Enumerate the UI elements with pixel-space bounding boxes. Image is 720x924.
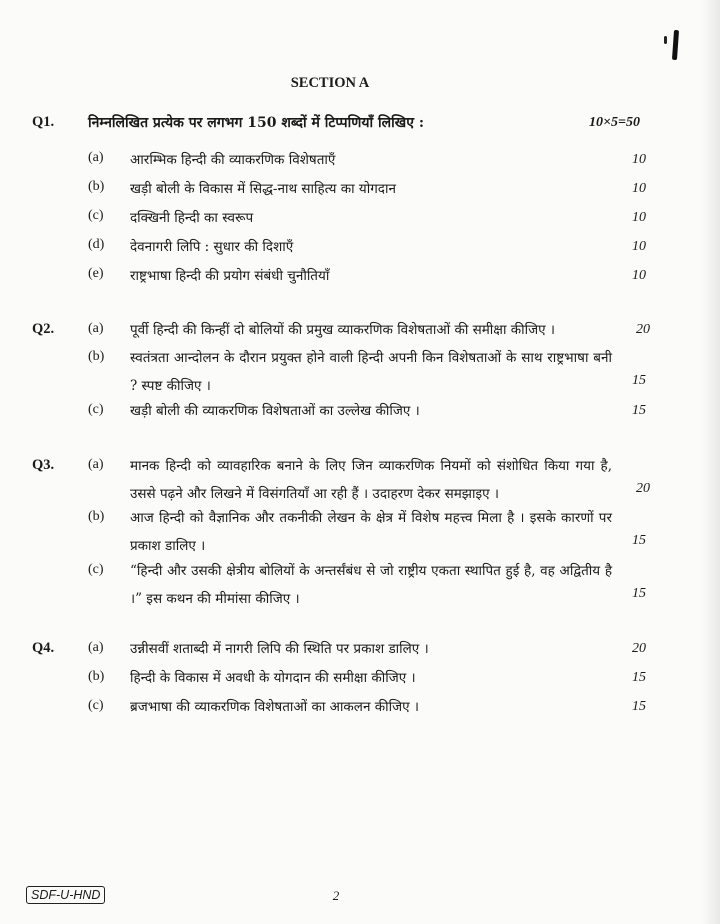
paper-code: SDF-U-HND [26,886,105,904]
part-marks: 10 [632,152,646,167]
part-marks: 15 [632,533,646,548]
part-marks: 20 [632,641,646,656]
part-text: खड़ी बोली के विकास में सिद्ध-नाथ साहित्य का योगदान [130,181,396,197]
scan-shadow-edge [702,0,720,924]
page-number: 2 [332,888,340,903]
part-label: (b) [88,509,105,524]
part-label: (e) [88,266,104,281]
part-marks: 15 [632,403,646,418]
part-label: (a) [88,150,104,165]
part-text: “हिन्दी और उसकी क्षेत्रीय बोलियों के अन्तर्संबंध से जो राष्ट्रीय एकता स्थापित हुई है, वह अद्वितीय है ।” इस कथन की मीमांसा कीजिए । [130,563,612,607]
part-text: मानक हिन्दी को व्यावहारिक बनाने के लिए जिन व्याकरणिक नियमों को संशोधित किया गया है, उससे पढ़ने और लिखने में विसंगतियाँ आ रही हैं । उदाहरण देकर समझाइए । [130,458,612,502]
ink-mark-dot [664,36,667,44]
part-label: (c) [88,562,104,577]
part-marks: 20 [636,481,650,496]
part-marks: 10 [632,210,646,225]
part-text: पूर्वी हिन्दी की किन्हीं दो बोलियों की प्रमुख व्याकरणिक विशेषताओं की समीक्षा कीजिए । [130,322,556,338]
question-number: Q1. [32,114,55,130]
part-text: हिन्दी के विकास में अवधी के योगदान की समीक्षा कीजिए । [130,670,416,686]
question-number: Q3. [32,457,55,473]
part-marks: 15 [632,670,646,685]
part-label: (c) [88,698,104,713]
part-marks: 15 [632,699,646,714]
part-label: (a) [88,640,104,655]
part-marks: 10 [632,268,646,283]
part-text: ब्रजभाषा की व्याकरणिक विशेषताओं का आकलन कीजिए । [130,699,419,715]
part-label: (b) [88,179,105,194]
part-text: खड़ी बोली की व्याकरणिक विशेषताओं का उल्लेख कीजिए । [130,403,420,419]
part-label: (a) [88,457,104,472]
section-title: SECTION A [290,75,370,91]
part-marks: 20 [636,322,650,337]
part-label: (c) [88,208,104,223]
part-marks: 15 [632,373,646,388]
question-number: Q4. [32,640,55,656]
part-label: (a) [88,321,104,336]
part-text: आरम्भिक हिन्दी की व्याकरणिक विशेषताएँ [130,152,336,168]
part-text: राष्ट्रभाषा हिन्दी की प्रयोग संबंधी चुनौतियाँ [130,268,330,284]
part-text: उन्नीसवीं शताब्दी में नागरी लिपि की स्थिति पर प्रकाश डालिए । [130,641,429,657]
part-label: (b) [88,349,105,364]
part-text: दक्खिनी हिन्दी का स्वरूप [130,210,254,226]
part-text: आज हिन्दी को वैज्ञानिक और तकनीकी लेखन के क्षेत्र में विशेष महत्त्व मिला है । इसके कारणों पर प्रकाश डालिए । [130,510,612,554]
ink-mark [672,30,679,60]
part-marks: 10 [632,239,646,254]
part-marks: 10 [632,181,646,196]
part-text: स्वतंत्रता आन्दोलन के दौरान प्रयुक्त होने वाली हिन्दी अपनी किन विशेषताओं के साथ राष्ट्रभाषा बनी ? स्पष्ट कीजिए । [130,350,612,394]
part-label: (c) [88,402,104,417]
question-total-marks: 10×5=50 [589,115,640,130]
question-number: Q2. [32,321,55,337]
part-label: (b) [88,669,105,684]
part-text: देवनागरी लिपि : सुधार की दिशाएँ [130,239,294,255]
question-heading: निम्नलिखित प्रत्येक पर लगभग 150 शब्दों में टिप्पणियाँ लिखिए : [88,115,424,131]
part-label: (d) [88,237,105,252]
part-marks: 15 [632,586,646,601]
